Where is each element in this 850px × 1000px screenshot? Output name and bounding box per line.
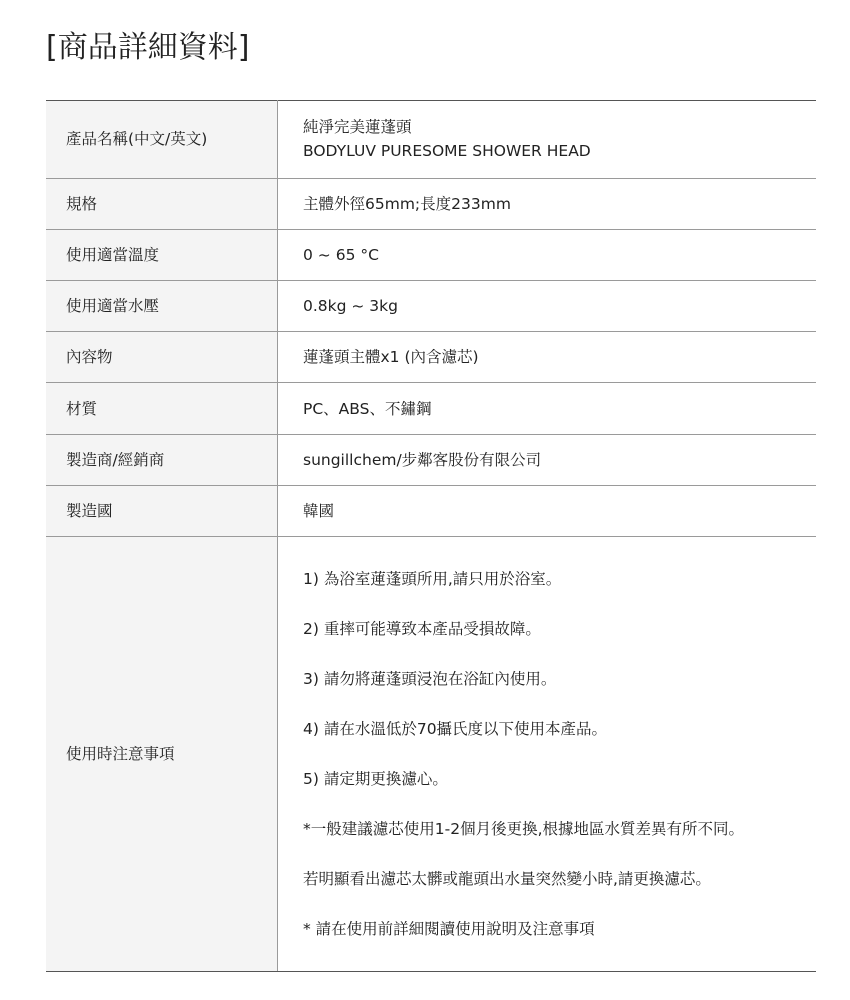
spec-label-usage-notes: 使用時注意事項 — [46, 536, 278, 971]
usage-note-item: 1) 為浴室蓮蓬頭所用,請只用於浴室。 — [303, 569, 562, 588]
spec-row-dimensions — [46, 178, 816, 229]
usage-notes-list — [303, 567, 816, 941]
spec-label-manufacturer: 製造商/經銷商 — [46, 434, 278, 485]
usage-note-item: 3) 請勿將蓮蓬頭浸泡在浴缸內使用。 — [303, 669, 557, 688]
spec-value-country: 韓國 — [278, 485, 817, 536]
spec-label-dimensions: 規格 — [46, 178, 278, 229]
spec-label-product-name: 產品名稱(中文/英文) — [46, 101, 278, 179]
spec-row-material — [46, 383, 816, 434]
spec-row-water-pressure — [46, 281, 816, 332]
spec-row-product-name — [46, 101, 816, 179]
spec-row-temperature — [46, 229, 816, 280]
page-title: [商品詳細資料] — [46, 30, 250, 65]
spec-value-product-name — [278, 101, 817, 179]
usage-note-item: 若明顯看出濾芯太髒或龍頭出水量突然變小時,請更換濾芯。 — [303, 869, 711, 888]
usage-note-item: 4) 請在水溫低於70攝氏度以下使用本產品。 — [303, 719, 608, 738]
spec-value-material: PC、ABS、不鏽鋼 — [278, 383, 817, 434]
spec-label-material: 材質 — [46, 383, 278, 434]
spec-value-contents: 蓮蓬頭主體x1 (內含濾芯) — [278, 332, 817, 383]
usage-note-item: *一般建議濾芯使用1-2個月後更換,根據地區水質差異有所不同。 — [303, 819, 744, 838]
spec-value-manufacturer: sungillchem/步鄰客股份有限公司 — [278, 434, 817, 485]
product-name-en: BODYLUV PURESOME SHOWER HEAD — [303, 142, 591, 161]
spec-label-water-pressure: 使用適當水壓 — [46, 281, 278, 332]
product-spec-table — [46, 100, 816, 972]
spec-row-manufacturer — [46, 434, 816, 485]
spec-label-contents: 內容物 — [46, 332, 278, 383]
spec-value-dimensions: 主體外徑65mm;長度233mm — [278, 178, 817, 229]
usage-note-item: 2) 重摔可能導致本產品受損故障。 — [303, 619, 541, 638]
spec-value-temperature: 0 ~ 65 °C — [278, 229, 817, 280]
spec-label-country: 製造國 — [46, 485, 278, 536]
usage-note-item: 5) 請定期更換濾心。 — [303, 769, 448, 788]
spec-row-country — [46, 485, 816, 536]
usage-note-item: * 請在使用前詳細閱讀使用說明及注意事項 — [303, 919, 595, 938]
spec-label-temperature: 使用適當溫度 — [46, 229, 278, 280]
spec-row-usage-notes — [46, 536, 816, 971]
spec-row-contents — [46, 332, 816, 383]
spec-value-usage-notes — [278, 536, 817, 971]
spec-value-water-pressure: 0.8kg ~ 3kg — [278, 281, 817, 332]
product-name-zh: 純淨完美蓮蓬頭 — [303, 118, 412, 137]
